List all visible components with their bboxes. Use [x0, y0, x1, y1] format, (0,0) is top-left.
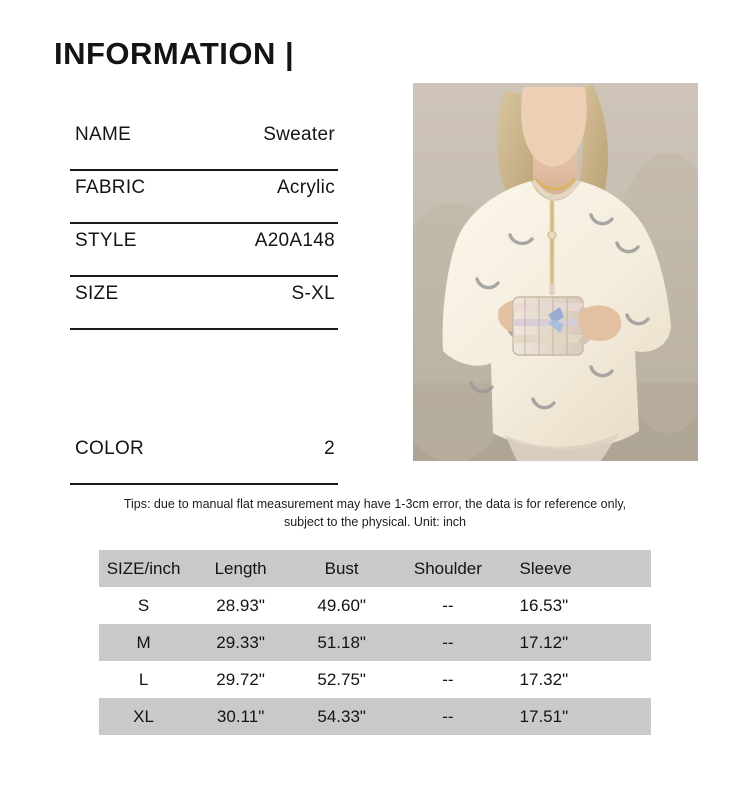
column-header-shoulder: Shoulder — [413, 558, 482, 578]
tips-line-2: subject to the physical. Unit: inch — [283, 515, 467, 529]
info-label-color: COLOR — [75, 438, 145, 459]
table-row — [99, 587, 651, 624]
cell-shoulder: -- — [442, 706, 454, 726]
cell-size: XL — [133, 706, 154, 726]
column-header-bust: Bust — [324, 558, 359, 578]
cell-sleeve: 17.12" — [519, 632, 569, 652]
cell-length: 29.33" — [216, 632, 265, 652]
info-value-style: A20A148 — [254, 230, 335, 251]
info-value-name: Sweater — [263, 124, 335, 145]
column-header-sleeve: Sleeve — [519, 558, 572, 578]
cell-bust: 52.75" — [317, 669, 366, 689]
cell-bust: 54.33" — [317, 706, 366, 726]
info-row — [70, 224, 338, 277]
product-photo — [413, 83, 698, 461]
table-row — [99, 624, 651, 661]
cell-length: 30.11" — [216, 706, 265, 726]
cell-shoulder: -- — [442, 632, 454, 652]
info-row — [70, 277, 338, 330]
cell-length: 29.72" — [216, 669, 265, 689]
cell-sleeve: 17.51" — [519, 706, 569, 726]
info-row — [70, 171, 338, 224]
column-header-size: SIZE/inch — [106, 558, 181, 578]
info-label-fabric: FABRIC — [75, 177, 146, 198]
measurement-tips — [75, 495, 675, 531]
info-value-size: S-XL — [291, 283, 335, 304]
cell-bust: 49.60" — [317, 595, 366, 615]
information-list — [70, 118, 338, 485]
info-label-style: STYLE — [75, 230, 137, 251]
column-header-length: Length — [214, 558, 267, 578]
cell-shoulder: -- — [442, 595, 454, 615]
info-label-name: NAME — [75, 124, 132, 145]
cell-shoulder: -- — [442, 669, 454, 689]
tips-line-1: Tips: due to manual flat measurement may have 1-3cm error, the data is for reference only, — [123, 497, 627, 511]
table-row — [99, 661, 651, 698]
cell-size: M — [136, 632, 151, 652]
page-title: INFORMATION | — [54, 36, 295, 71]
cell-size: S — [137, 595, 150, 615]
cell-length: 28.93" — [216, 595, 265, 615]
cell-sleeve: 17.32" — [519, 669, 569, 689]
info-value-fabric: Acrylic — [276, 177, 335, 198]
table-header-row — [99, 550, 651, 587]
cell-size: L — [138, 669, 149, 689]
info-value-color: 2 — [324, 438, 335, 459]
info-row — [70, 330, 338, 485]
size-chart-table — [99, 550, 651, 735]
table-row — [99, 698, 651, 735]
info-row — [70, 118, 338, 171]
cell-bust: 51.18" — [317, 632, 366, 652]
cell-sleeve: 16.53" — [519, 595, 569, 615]
info-label-size: SIZE — [75, 283, 119, 304]
